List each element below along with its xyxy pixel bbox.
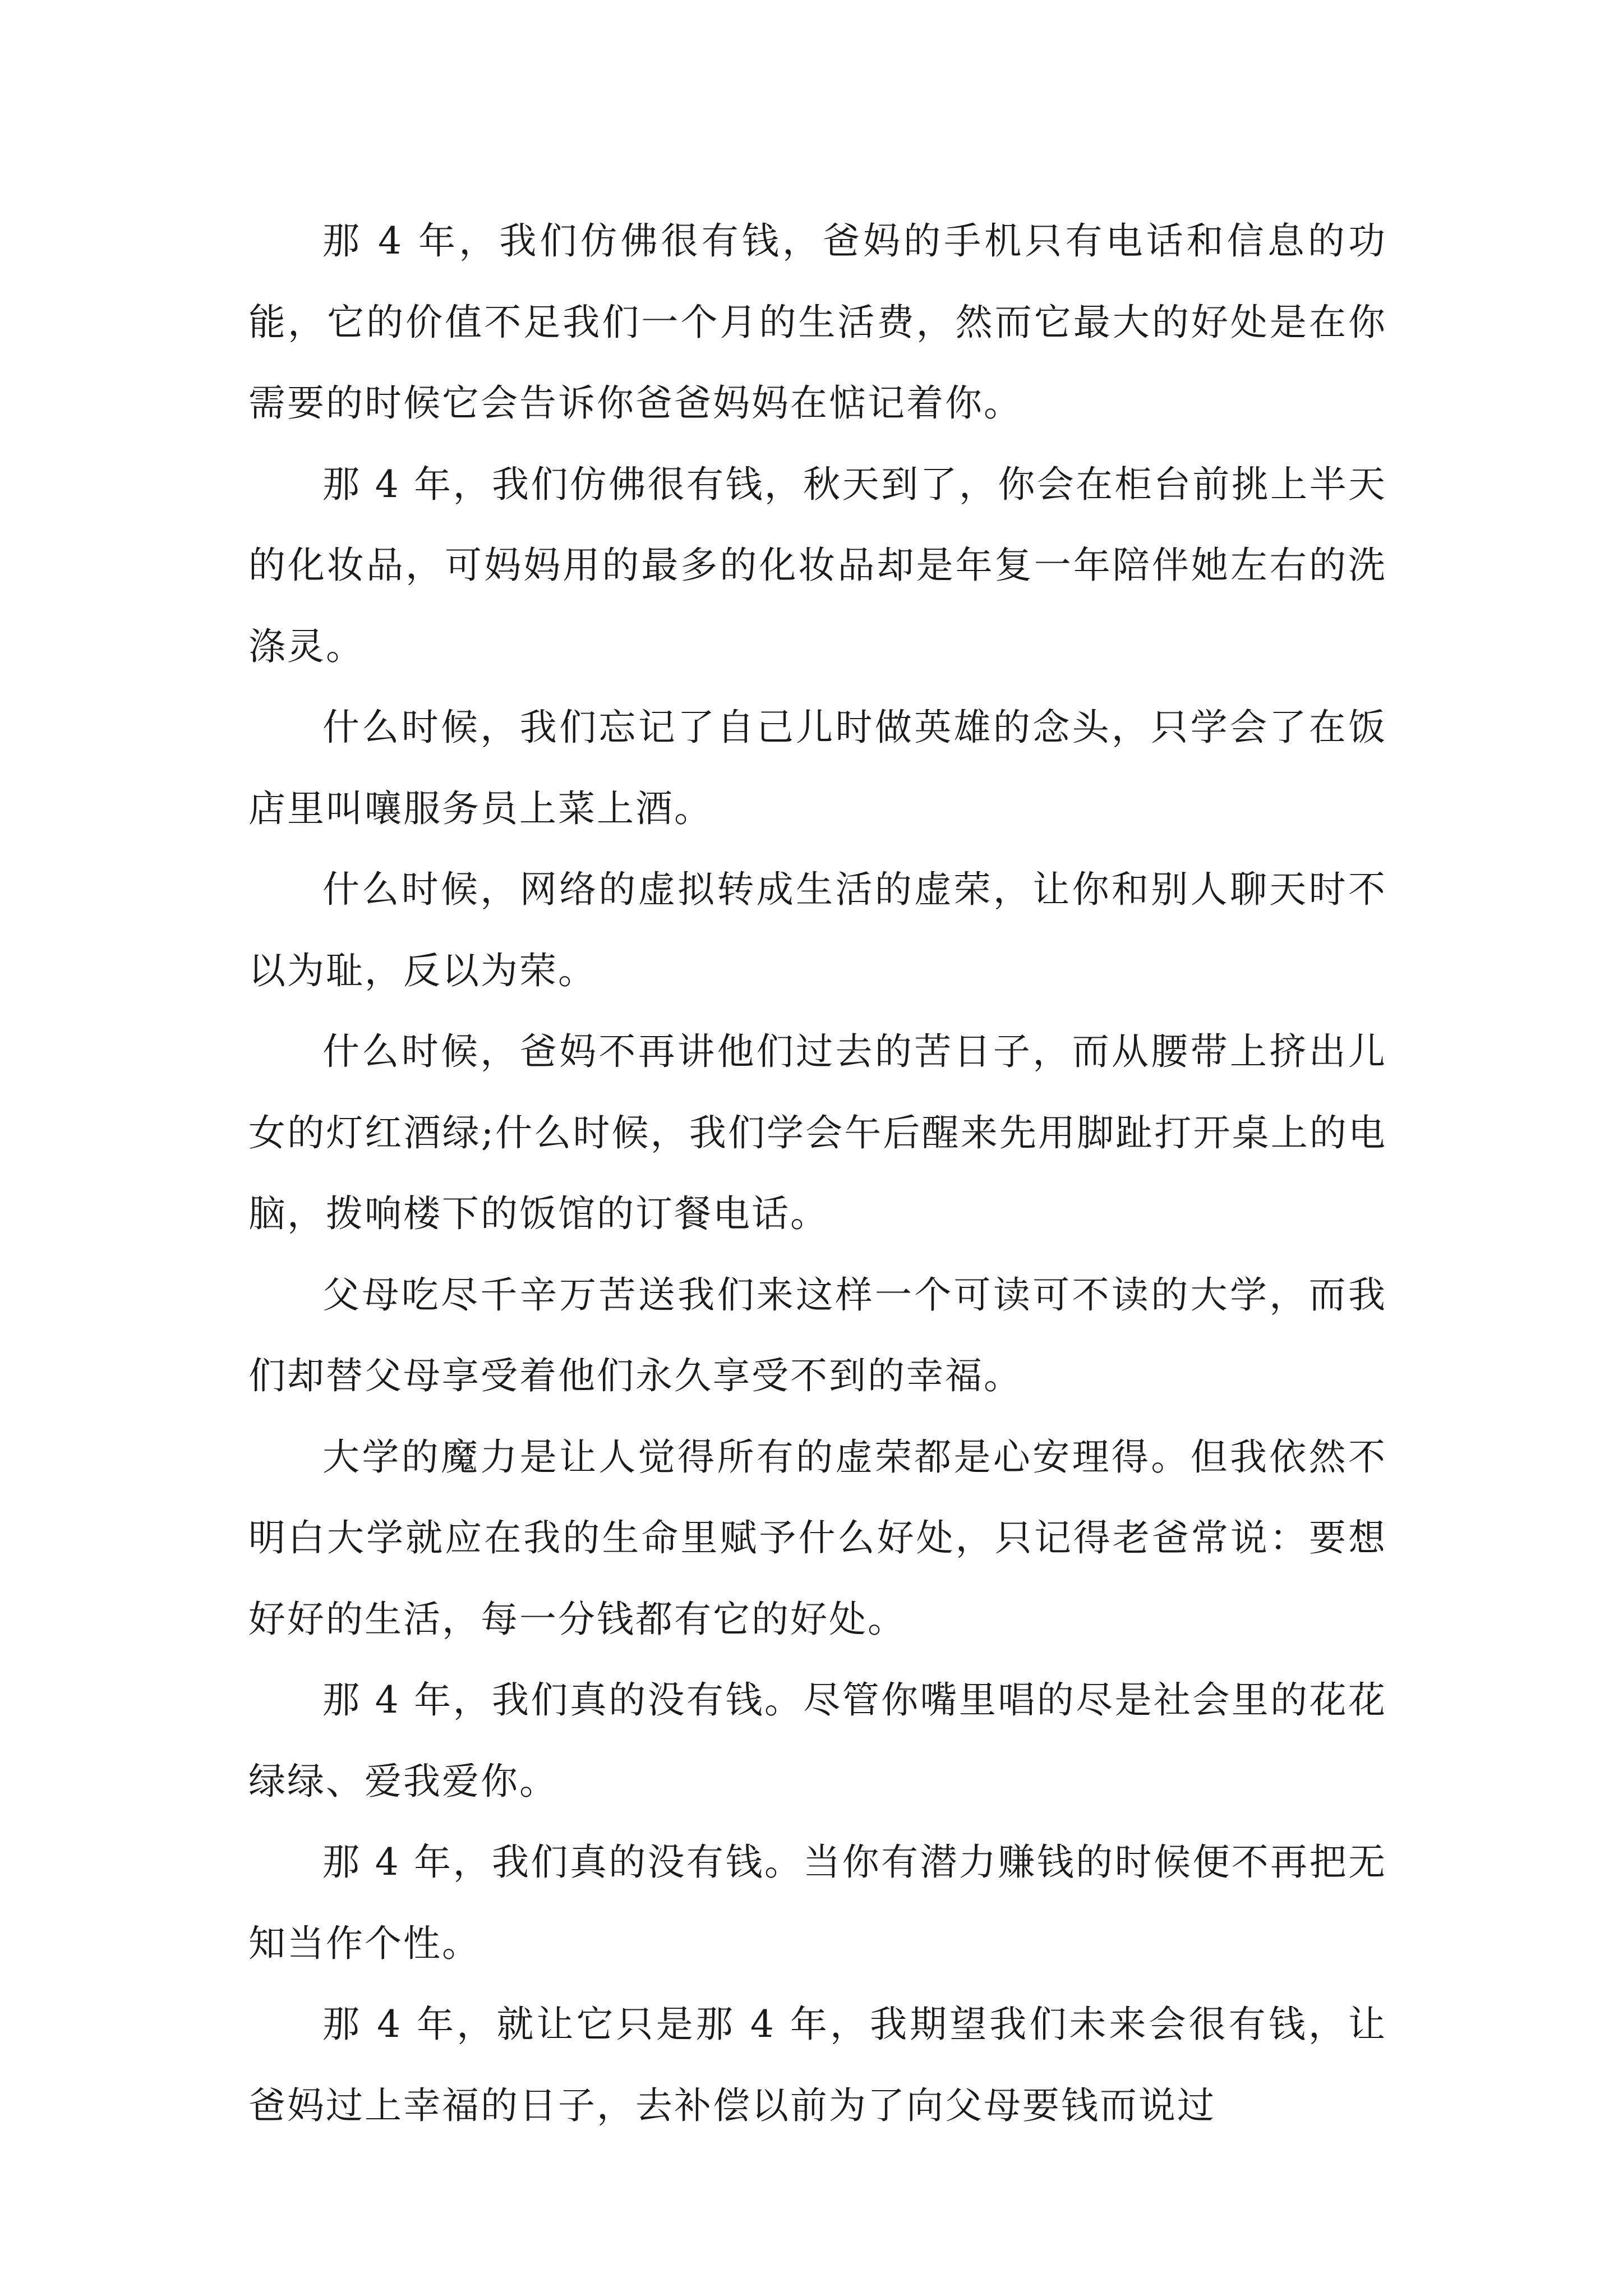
paragraph-6: 父母吃尽千辛万苦送我们来这样一个可读可不读的大学，而我们却替父母享受着他们永久享受不到的幸福。: [248, 1273, 1387, 1397]
paragraph-7: 大学的魔力是让人觉得所有的虚荣都是心安理得。但我依然不明白大学就应在我的生命里赋予什么好处，只记得老爸常说：要想好好的生活，每一分钱都有它的好处。: [248, 1435, 1387, 1641]
document-body: [248, 201, 1387, 2146]
paragraph-3: 什么时候，我们忘记了自己儿时做英雄的念头，只学会了在饭店里叫嚷服务员上菜上酒。: [248, 706, 1387, 830]
paragraph-4: 什么时候，网络的虚拟转成生活的虚荣，让你和别人聊天时不以为耻，反以为荣。: [248, 868, 1387, 992]
paragraph-9: 那 4 年，我们真的没有钱。当你有潜力赚钱的时候便不再把无知当作个性。: [248, 1841, 1387, 1965]
paragraph-2: 那 4 年，我们仿佛很有钱，秋天到了，你会在柜台前挑上半天的化妆品，可妈妈用的最多的化妆品却是年复一年陪伴她左右的洗涤灵。: [248, 462, 1387, 668]
paragraph-1: 那 4 年，我们仿佛很有钱，爸妈的手机只有电话和信息的功能，它的价值不足我们一个月的生活费，然而它最大的好处是在你需要的时候它会告诉你爸爸妈妈在惦记着你。: [248, 219, 1387, 425]
paragraph-5: 什么时候，爸妈不再讲他们过去的苦日子，而从腰带上挤出儿女的灯红酒绿;什么时候，我们学会午后醒来先用脚趾打开桌上的电脑，拨响楼下的饭馆的订餐电话。: [248, 1030, 1387, 1235]
paragraph-10: 那 4 年，就让它只是那 4 年，我期望我们未来会很有钱，让爸妈过上幸福的日子，去补偿以前为了向父母要钱而说过: [248, 2003, 1387, 2127]
paragraph-8: 那 4 年，我们真的没有钱。尽管你嘴里唱的尽是社会里的花花绿绿、爱我爱你。: [248, 1678, 1387, 1803]
